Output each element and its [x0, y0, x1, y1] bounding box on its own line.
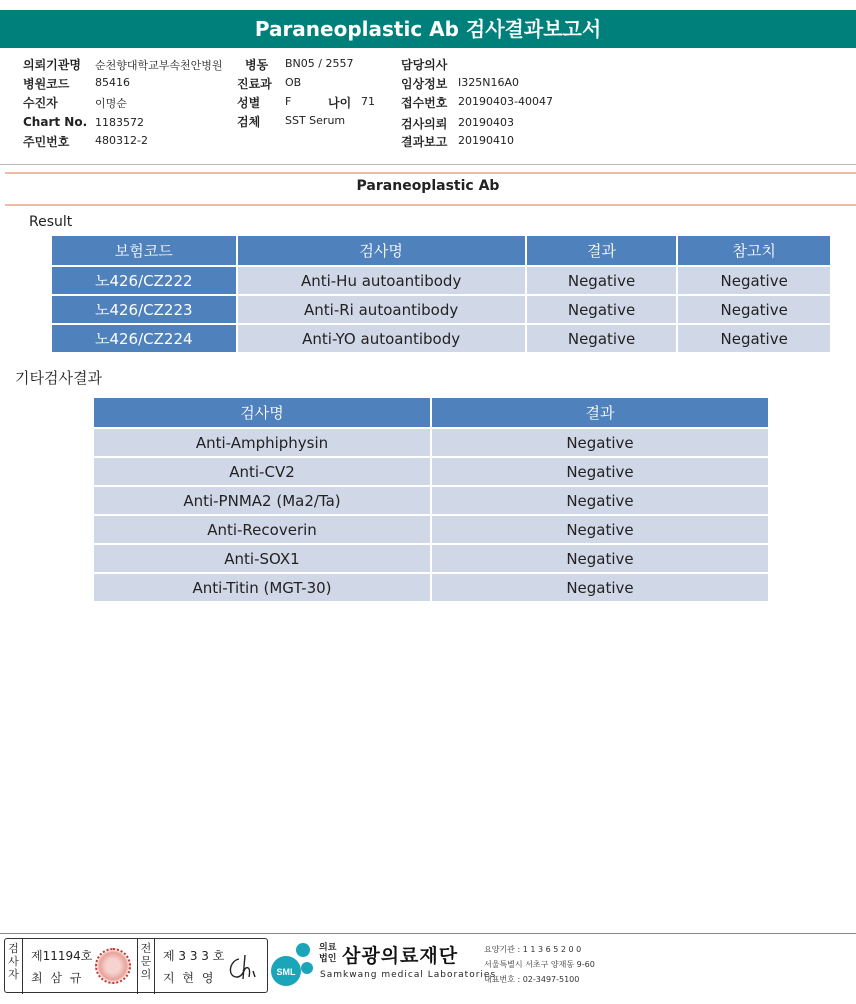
- receipt-label: 접수번호: [401, 96, 448, 110]
- official-seal-icon: [95, 948, 131, 984]
- test-name: Anti-Ri autoantibody: [238, 296, 525, 323]
- signature-icon: [225, 951, 263, 983]
- table-row: [94, 487, 768, 514]
- footer-divider: [0, 933, 856, 934]
- patient-value: 이명순: [95, 97, 127, 110]
- divider-line: [5, 204, 856, 206]
- other-results-table: [92, 396, 770, 603]
- table-row: [52, 296, 830, 323]
- column-header: 결과: [527, 236, 677, 265]
- sex-value: F: [285, 95, 292, 108]
- department-label: 진료과: [237, 77, 272, 91]
- org-address: 서울특별시 서초구 양재동 9-60: [484, 960, 595, 969]
- institution-label: 의뢰기관명: [23, 58, 81, 72]
- table-header-row: [52, 236, 830, 265]
- test-result: Negative: [432, 516, 768, 543]
- reference-value: Negative: [678, 267, 830, 294]
- specialist-name: 지 현 영: [163, 971, 216, 985]
- other-results-label: 기타검사결과: [15, 369, 102, 387]
- doctor-label: 담당의사: [401, 58, 448, 72]
- request-label: 검사의뢰: [401, 117, 448, 131]
- logo-text: SML: [276, 967, 296, 977]
- report-date-value: 20190410: [458, 134, 514, 147]
- test-result: Negative: [432, 458, 768, 485]
- table-row: [94, 429, 768, 456]
- hospital-code-value: 85416: [95, 76, 130, 89]
- reference-value: Negative: [678, 296, 830, 323]
- ward-value: BN05 / 2557: [285, 57, 354, 70]
- table-row: [52, 267, 830, 294]
- test-name: Anti-Hu autoantibody: [238, 267, 525, 294]
- divider-line: [5, 172, 856, 174]
- test-result: Negative: [432, 545, 768, 572]
- org-phone: 대표번호 : 02-3497-5100: [484, 975, 580, 984]
- column-header: 참고치: [678, 236, 830, 265]
- column-header: 보험코드: [52, 236, 236, 265]
- table-row: [94, 574, 768, 601]
- test-name: Anti-SOX1: [94, 545, 430, 572]
- age-label: 나이: [328, 96, 352, 110]
- sml-logo-icon: [270, 941, 316, 989]
- specimen-label: 검체: [237, 115, 261, 129]
- test-result: Negative: [432, 487, 768, 514]
- clinical-label: 임상정보: [401, 77, 448, 91]
- test-result: Negative: [432, 429, 768, 456]
- specialist-label: 전문의: [137, 939, 155, 994]
- specialist-number: 제 3 3 3 호: [163, 949, 225, 963]
- column-header: 검사명: [94, 398, 430, 427]
- tester-number: 제11194호: [31, 949, 93, 963]
- test-result: Negative: [527, 296, 677, 323]
- test-name: Anti-PNMA2 (Ma2/Ta): [94, 487, 430, 514]
- resident-value: 480312-2: [95, 134, 148, 147]
- test-name: Anti-Recoverin: [94, 516, 430, 543]
- report-footer: [0, 933, 856, 1004]
- column-header: 결과: [432, 398, 768, 427]
- signature-box: [4, 938, 268, 993]
- result-table: [50, 234, 832, 354]
- clinical-value: I325N16A0: [458, 76, 519, 89]
- test-name: Anti-Amphiphysin: [94, 429, 430, 456]
- patient-info: [0, 52, 856, 164]
- org-code: 요양기관 : 1 1 3 6 5 2 0 0: [484, 945, 582, 954]
- chart-label: Chart No.: [23, 115, 88, 129]
- test-name: Anti-Titin (MGT-30): [94, 574, 430, 601]
- patient-label: 수진자: [23, 96, 58, 110]
- table-row: [94, 458, 768, 485]
- organization-name: 삼광의료재단: [342, 945, 459, 967]
- ward-label: 병동: [245, 58, 269, 72]
- tester-name: 최 삼 규: [31, 971, 84, 985]
- resident-label: 주민번호: [23, 135, 70, 149]
- column-header: 검사명: [238, 236, 525, 265]
- hospital-code-label: 병원코드: [23, 77, 70, 91]
- test-name: Anti-CV2: [94, 458, 430, 485]
- age-value: 71: [361, 95, 375, 108]
- department-value: OB: [285, 76, 302, 89]
- table-row: [52, 325, 830, 352]
- institution-value: 순천향대학교부속천안병원: [95, 59, 223, 72]
- insurance-code: 노426/CZ222: [52, 267, 236, 294]
- insurance-code: 노426/CZ223: [52, 296, 236, 323]
- reference-value: Negative: [678, 325, 830, 352]
- table-row: [94, 516, 768, 543]
- table-header-row: [94, 398, 768, 427]
- report-date-label: 결과보고: [401, 135, 448, 149]
- org-prefix: 의료 법인: [319, 943, 337, 964]
- tester-label: 검사자: [5, 939, 23, 994]
- organization-name-en: Samkwang medical Laboratories: [320, 970, 497, 980]
- section-title: Paraneoplastic Ab: [356, 178, 500, 194]
- divider-line: [0, 164, 856, 165]
- receipt-value: 20190403-40047: [458, 95, 553, 108]
- test-result: Negative: [432, 574, 768, 601]
- test-result: Negative: [527, 267, 677, 294]
- test-result: Negative: [527, 325, 677, 352]
- request-value: 20190403: [458, 116, 514, 129]
- report-title: Paraneoplastic Ab 검사결과보고서: [0, 10, 856, 48]
- test-name: Anti-YO autoantibody: [238, 325, 525, 352]
- table-row: [94, 545, 768, 572]
- result-label: Result: [29, 214, 73, 230]
- insurance-code: 노426/CZ224: [52, 325, 236, 352]
- specimen-value: SST Serum: [285, 114, 346, 127]
- sex-label: 성별: [237, 96, 261, 110]
- chart-value: 1183572: [95, 116, 144, 129]
